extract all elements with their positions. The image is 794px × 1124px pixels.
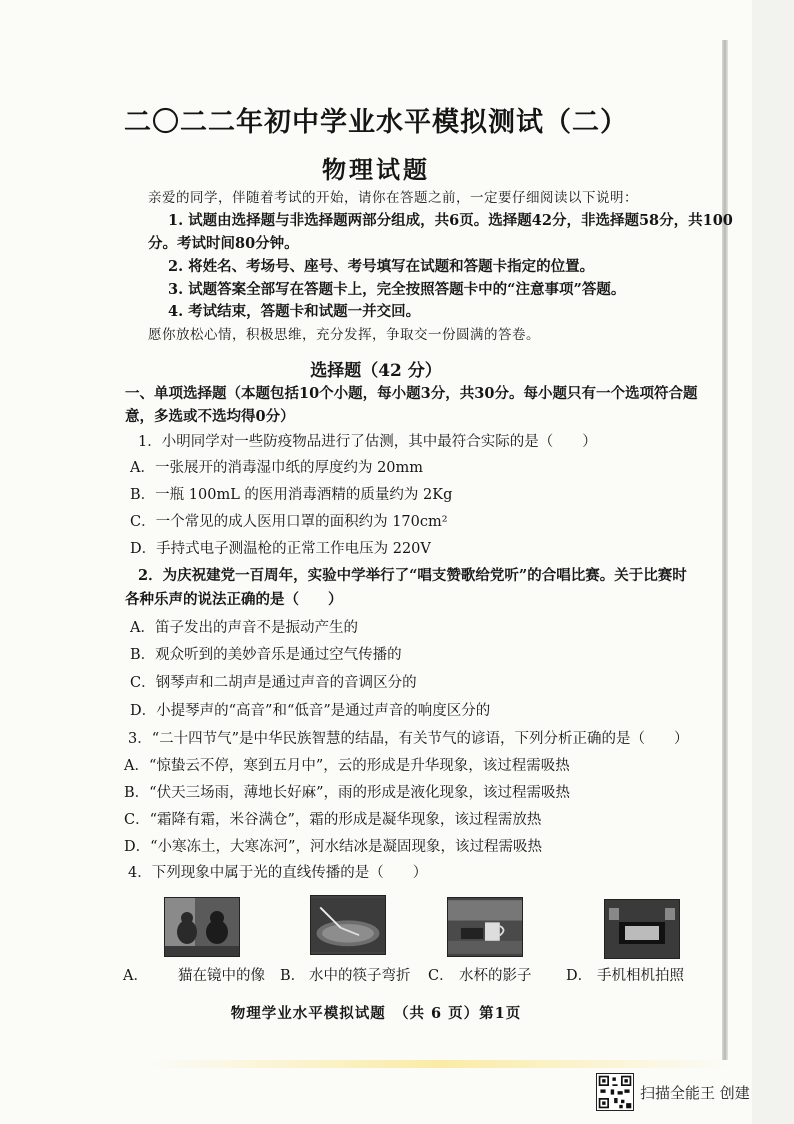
cat-mirror-photo	[164, 897, 240, 957]
question-1-option-a: A．一张展开的消毒湿巾纸的厚度约为 20mm	[130, 460, 424, 476]
question-4-option-b-letter: B．	[280, 968, 306, 984]
question-2-option-b: B．观众听到的美妙音乐是通过空气传播的	[130, 647, 402, 663]
question-4-stem: 4．下列现象中属于光的直线传播的是（ ）	[128, 865, 428, 881]
question-4-option-c-letter: C．	[428, 968, 454, 984]
question-4-option-b-text: 水中的筷子弯折	[309, 968, 411, 984]
question-3-option-c: C．“霜降有霜，米谷满仓”，霜的形成是凝华现象，该过程需放热	[124, 812, 542, 828]
question-2-stem: 2．为庆祝建党一百周年，实验中学举行了“唱支赞歌给党听”的合唱比赛。关于比赛时	[138, 567, 687, 584]
question-4-option-d-text: 手机相机拍照	[597, 968, 684, 984]
scanner-watermark: 扫描全能王 创建	[640, 1084, 750, 1102]
question-3-stem: 3．“二十四节气”是中华民族智慧的结晶，有关节气的谚语，下列分析正确的是（ ）	[128, 731, 689, 747]
question-3-option-a: A．“惊蛰云不停，寒到五月中”，云的形成是升华现象，该过程需吸热	[124, 758, 570, 774]
question-3-option-b: B．“伏天三场雨，薄地长好麻”，雨的形成是液化现象，该过程需吸热	[124, 785, 570, 801]
instruction-item-1: 1. 试题由选择题与非选择题两部分组成，共6页。选择题42分，非选择题58分，共100	[168, 212, 733, 229]
question-2-option-d: D．小提琴声的“高音”和“低音”是通过声音的响度区分的	[130, 703, 491, 719]
question-4-option-d-letter: D．	[566, 968, 593, 984]
chopsticks-water-photo	[310, 895, 386, 955]
instruction-item-1-cont: 分。考试时间80分钟。	[148, 235, 299, 252]
question-1-option-b: B．一瓶 100mL 的医用消毒酒精的质量约为 2Kg	[130, 487, 453, 503]
instructions-closing: 愿你放松心情，积极思维，充分发挥，争取交一份圆满的答卷。	[148, 327, 540, 343]
cup-shadow-photo	[447, 897, 523, 957]
instruction-item-2: 2. 将姓名、考场号、座号、考号填写在试题和答题卡指定的位置。	[168, 258, 595, 275]
exam-subject: 物理试题	[322, 155, 430, 184]
part-heading-cont: 意，多选或不选均得0分）	[125, 408, 295, 425]
instruction-item-3: 3. 试题答案全部写在答题卡上，完全按照答题卡中的“注意事项”答题。	[168, 281, 626, 298]
question-2-option-c: C．钢琴声和二胡声是通过声音的音调区分的	[130, 675, 417, 691]
page-edge-shadow	[722, 40, 728, 1060]
question-4-option-c-text: 水杯的影子	[459, 968, 532, 984]
question-2-stem-cont: 各种乐声的说法正确的是（ ）	[125, 591, 343, 608]
instructions-greeting: 亲爱的同学，伴随着考试的开始，请你在答题之前，一定要仔细阅读以下说明：	[148, 190, 638, 206]
page-footer: 物理学业水平模拟试题 （共 6 页）第1页	[230, 1005, 522, 1022]
section-title: 选择题（42 分）	[310, 361, 442, 381]
instruction-item-4: 4. 考试结束，答题卡和试题一并交回。	[168, 303, 421, 320]
scan-light-streak	[150, 1060, 730, 1068]
part-heading: 一、单项选择题（本题包括10个小题，每小题3分，共30分。每小题只有一个选项符合题	[125, 385, 698, 402]
exam-title: 二〇二二年初中学业水平模拟测试（二）	[124, 107, 628, 138]
question-4-option-a-text: 猫在镜中的像	[178, 968, 265, 984]
question-4-option-a-letter: A．	[123, 968, 148, 984]
question-1-option-d: D．手持式电子测温枪的正常工作电压为 220V	[130, 541, 431, 557]
question-1-option-c: C．一个常见的成人医用口罩的面积约为 170cm²	[130, 514, 448, 530]
question-2-option-a: A．笛子发出的声音不是振动产生的	[130, 620, 358, 636]
question-1-stem: 1．小明同学对一些防疫物品进行了估测，其中最符合实际的是（ ）	[138, 434, 597, 450]
question-3-option-d: D．“小寒冻土，大寒冻河”，河水结冰是凝固现象，该过程需吸热	[124, 839, 542, 855]
phone-camera-photo	[604, 899, 680, 959]
qr-code-icon	[596, 1073, 634, 1111]
